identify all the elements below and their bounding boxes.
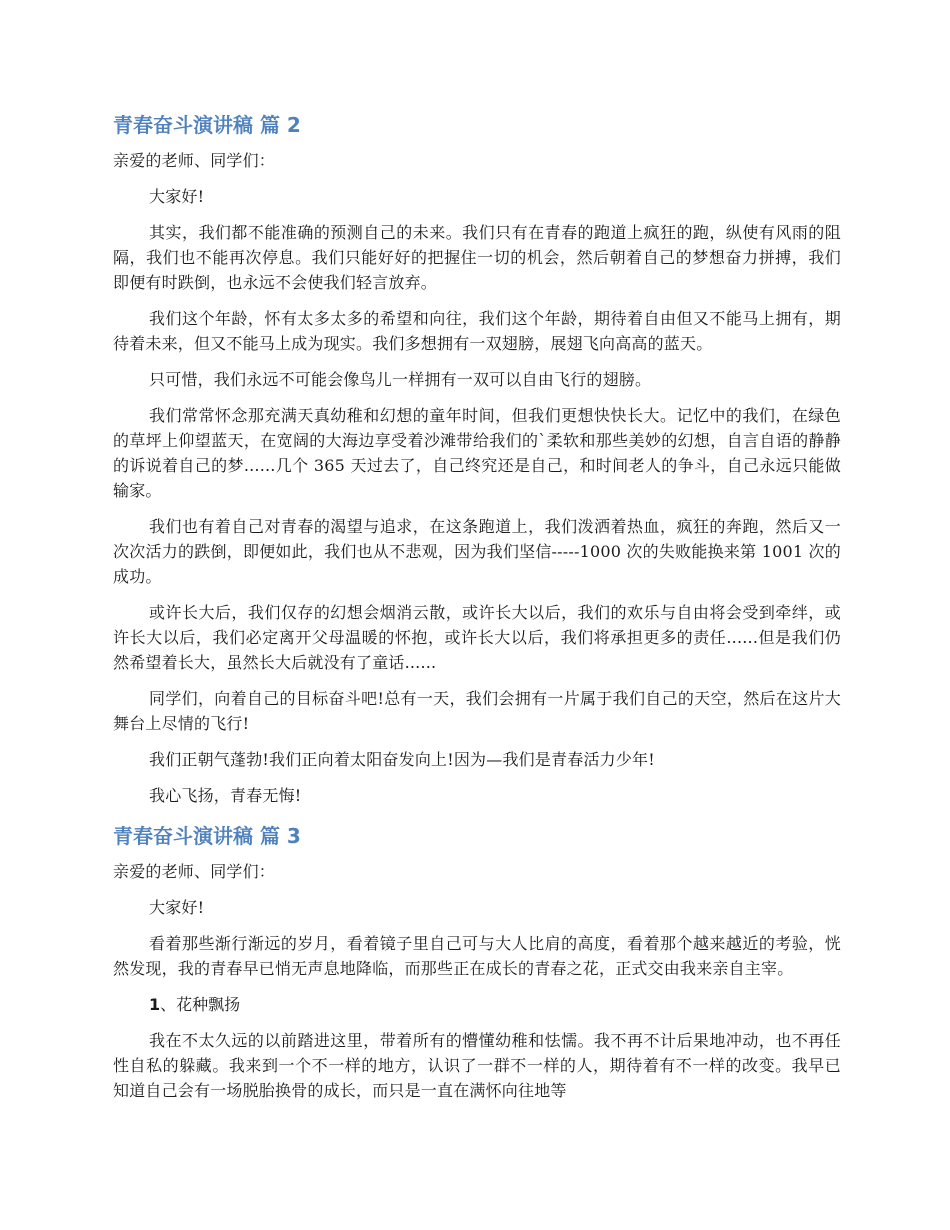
- subheading-number: 1: [149, 995, 161, 1014]
- paragraph: 同学们，向着自己的目标奋斗吧!总有一天，我们会拥有一片属于我们自己的天空，然后在这片大舞台上尽情的飞行!: [113, 689, 841, 733]
- section-3-heading: 青春奋斗演讲稿 篇 3: [113, 824, 301, 848]
- paragraph: 其实，我们都不能准确的预测自己的未来。我们只有在青春的跑道上疯狂的跑，纵使有风雨的阻隔，我们也不能再次停息。我们只能好好的把握住一切的机会，然后朝着自己的梦想奋力拼搏，我们即便有时跌倒，也永远不会使我们轻言放弃。: [113, 223, 841, 292]
- section-2-hello: 大家好!: [149, 187, 205, 206]
- section-3-body: 我在不太久远的以前踏进这里，带着所有的懵懂幼稚和怯懦。我不再不计后果地冲动，也不再任性自私的躲藏。我来到一个不一样的地方，认识了一群不一样的人，期待着有不一样的改变。我早已知道自己会有一场脱胎换骨的成长，而只是一直在满怀向往地等: [113, 1031, 841, 1100]
- section-3-hello: 大家好!: [149, 898, 205, 917]
- section-2-greeting: 亲爱的老师、同学们：: [113, 151, 276, 170]
- paragraph: 或许长大后，我们仅存的幻想会烟消云散，或许长大以后，我们的欢乐与自由将会受到牵绊，或许长大以后，我们必定离开父母温暖的怀抱，或许长大以后，我们将承担更多的责任......但是我们仍然希望着长大，虽然长大后就没有了童话......: [113, 603, 841, 672]
- section-3-intro: 看着那些渐行渐远的岁月，看着镜子里自己可与大人比肩的高度，看着那个越来越近的考验，恍然发现，我的青春早已悄无声息地降临，而那些正在成长的青春之花，正式交由我来亲自主宰。: [113, 934, 841, 978]
- section-2-heading: 青春奋斗演讲稿 篇 2: [113, 113, 301, 137]
- paragraph: 我们常常怀念那充满天真幼稚和幻想的童年时间，但我们更想快快长大。记忆中的我们，在绿色的草坪上仰望蓝天，在宽阔的大海边享受着沙滩带给我们的`柔软和那些美妙的幻想，自言自语的静静的诉说着自己的梦......几个 365 天过去了，自己终究还是自己，和时间老人的争斗，自己永远只能做输家。: [113, 406, 841, 500]
- section-3-greeting: 亲爱的老师、同学们：: [113, 862, 276, 881]
- paragraph: 我们这个年龄，怀有太多太多的希望和向往，我们这个年龄，期待着自由但又不能马上拥有，期待着未来，但又不能马上成为现实。我们多想拥有一双翅膀，展翅飞向高高的蓝天。: [113, 309, 841, 353]
- section-3-subheading: [113, 992, 841, 1017]
- paragraph: 只可惜，我们永远不可能会像鸟儿一样拥有一双可以自由飞行的翅膀。: [149, 370, 652, 389]
- paragraph: 我们正朝气蓬勃!我们正向着太阳奋发向上!因为—我们是青春活力少年!: [149, 750, 655, 769]
- paragraph: 我们也有着自己对青春的渴望与追求，在这条跑道上，我们泼洒着热血，疯狂的奔跑，然后又一次次活力的跌倒，即便如此，我们也从不悲观，因为我们坚信-----1000 次的失败能换来第 1001 次的成功。: [113, 517, 841, 586]
- paragraph: 我心飞扬，青春无悔!: [149, 786, 302, 805]
- subheading-text: 、花种飘扬: [160, 995, 241, 1014]
- document-page: [113, 108, 841, 1114]
